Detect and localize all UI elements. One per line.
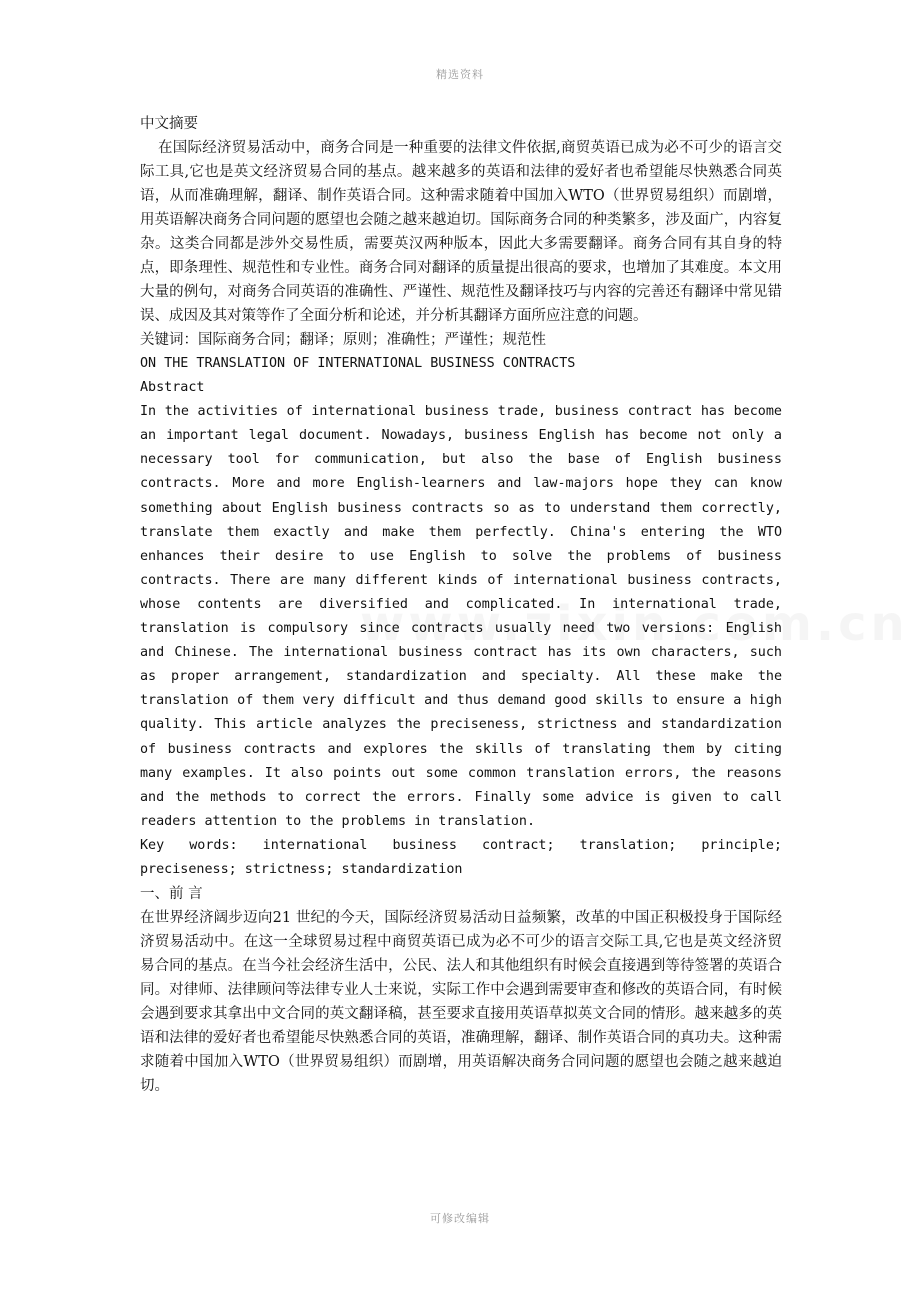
page-header: 精选资料: [436, 68, 484, 81]
abstract-zh-keywords: 关键词：国际商务合同；翻译；原则；准确性；严谨性；规范性: [140, 332, 546, 348]
document-body: [140, 112, 782, 1098]
paper-title-en: ON THE TRANSLATION OF INTERNATIONAL BUSINESS CONTRACTS: [140, 356, 576, 371]
section-1-body: 在世界经济阔步迈向21 世纪的今天，国际经济贸易活动日益频繁，改革的中国正积极投身于国际经济贸易活动中。在这一全球贸易过程中商贸英语已成为必不可少的语言交际工具,它也是英文经济贸易合同的基点。在当今社会经济生活中，公民、法人和其他组织有时候会直接遇到等待签署的英语合同。对律师、法律顾问等法律专业人士来说，实际工作中会遇到需要审查和修改的英语合同，有时候会遇到要求其拿出中文合同的英文翻译稿，甚至要求直接用英语草拟英文合同的情形。越来越多的英语和法律的爱好者也希望能尽快熟悉合同的英语，准确理解，翻译、制作英语合同的真功夫。这种需求随着中国加入WTO（世界贸易组织）而剧增，用英语解决商务合同问题的愿望也会随之越来越迫切。: [140, 910, 782, 1095]
section-1-heading: 一、前 言: [140, 886, 203, 903]
abstract-en-label: Abstract: [140, 380, 205, 396]
abstract-zh-body: 在国际经济贸易活动中，商务合同是一种重要的法律文件依据,商贸英语已成为必不可少的语言交际工具,它也是英文经济贸易合同的基点。越来越多的英语和法律的爱好者也希望能尽快熟悉合同英语，从而准确理解，翻译、制作英语合同。这种需求随着中国加入WTO（世界贸易组织）而剧增，用英语解决商务合同问题的愿望也会随之越来越迫切。国际商务合同的种类繁多，涉及面广，内容复杂。这类合同都是涉外交易性质，需要英汉两种版本，因此大多需要翻译。商务合同有其自身的特点，即条理性、规范性和专业性。商务合同对翻译的质量提出很高的要求，也增加了其难度。本文用大量的例句，对商务合同英语的准确性、严谨性、规范性及翻译技巧与内容的完善还有翻译中常见错误、成因及其对策等作了全面分析和论述，并分析其翻译方面所应注意的问题。: [140, 140, 782, 324]
abstract-en-body: In the activities of international business trade, business contract has become an important legal document. Nowadays, business English has become not only a necessary tool for communication, but also the base of English business contracts. More and more English-learners and law-majors hope they can know something about English business contracts so as to understand them correctly, translate them exactly and make them perfectly. China's entering the WTO enhances their desire to use English to solve the problems of business contracts. There are many different kinds of international business contracts, whose contents are diversified and complicated. In international trade, translation is compulsory since contracts usually need two versions: English and Chinese. The international business contract has its own characters, such as proper arrangement, standardization and specialty. All these make the translation of them very difficult and thus demand good skills to ensure a high quality. This article analyzes the preciseness, strictness and standardization of business contracts and explores the skills of translating them by citing many examples. It also points out some common translation errors, the reasons and the methods to correct the errors. Finally some advice is given to call readers attention to the problems in translation.: [140, 404, 782, 829]
page-footer: 可修改编辑: [430, 1212, 490, 1225]
abstract-zh-title: 中文摘要: [140, 116, 198, 132]
abstract-en-keywords: Key words: international business contract; translation; principle; preciseness; strictness; standardization: [140, 837, 782, 877]
